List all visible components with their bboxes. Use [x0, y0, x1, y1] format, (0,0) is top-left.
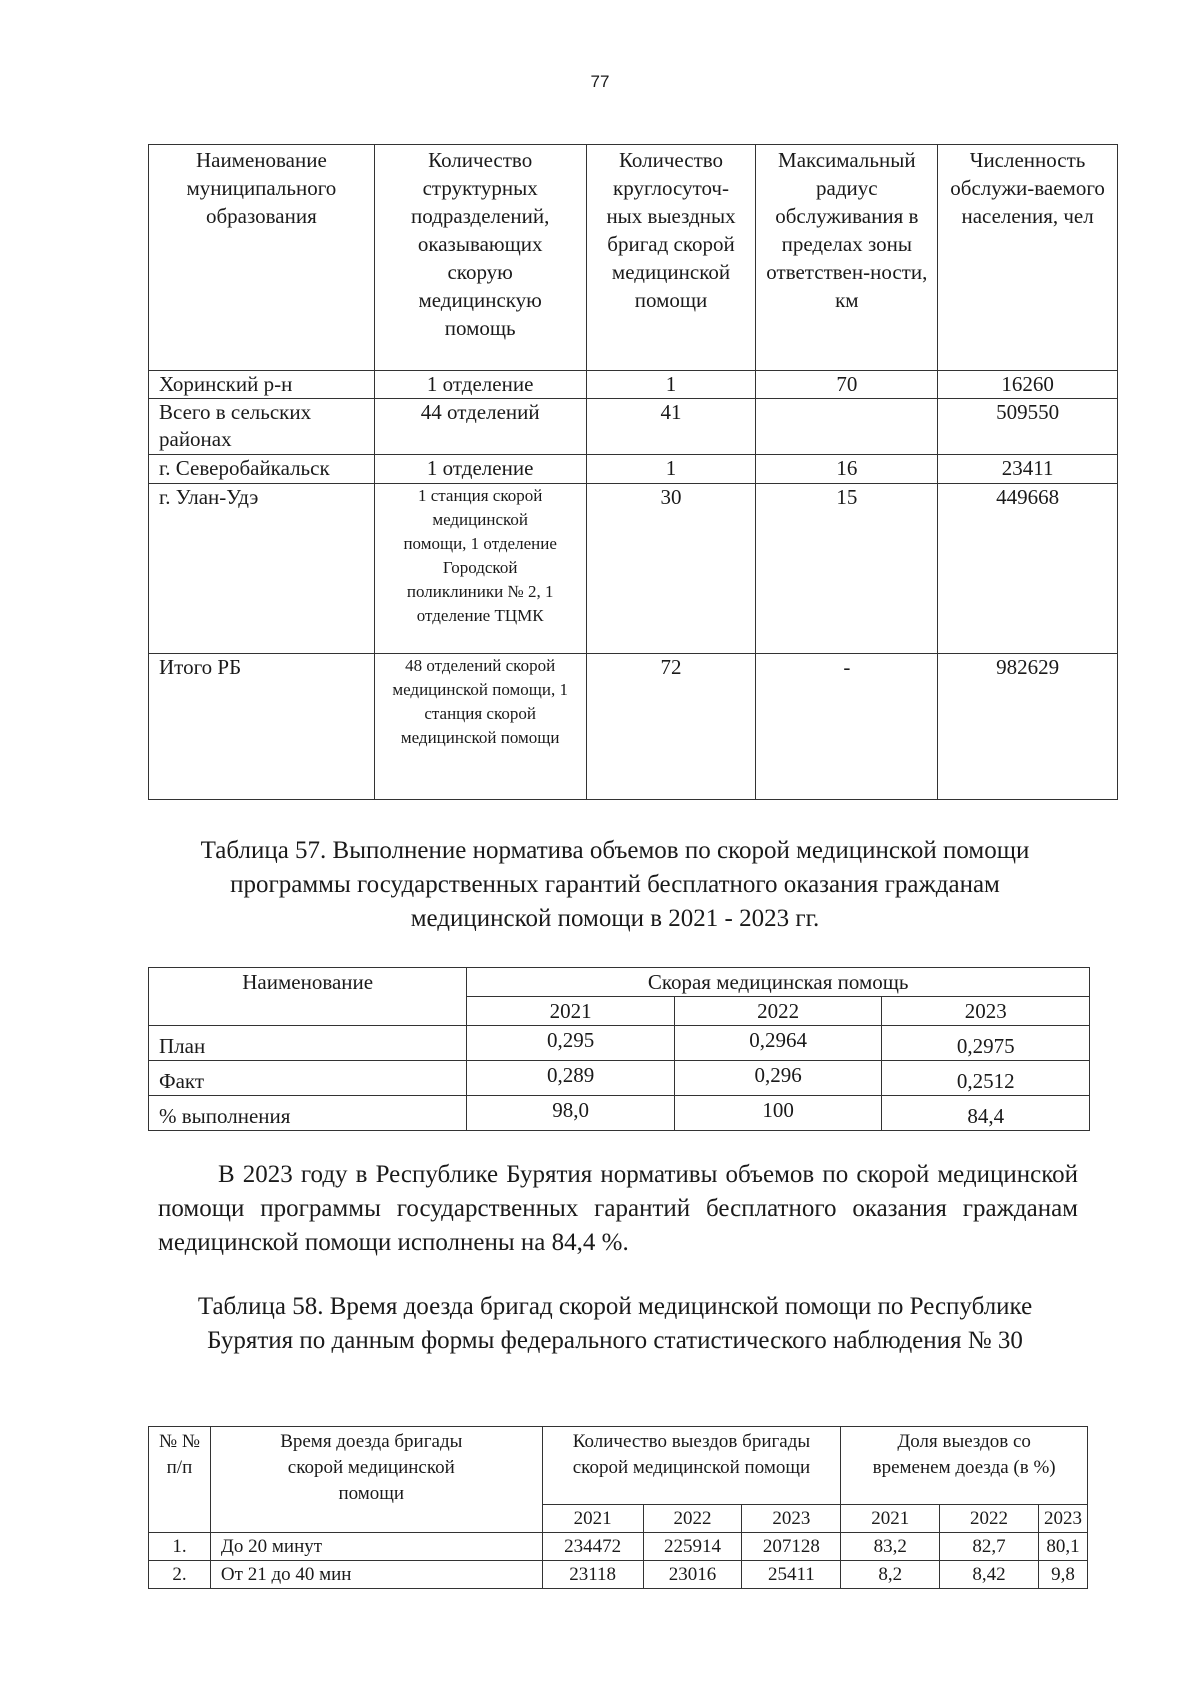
header-units: Количество структурных подразделений, оказывающих скорую медицинскую помощь: [374, 145, 586, 371]
cell-units: 1 отделение: [374, 455, 586, 484]
header-year: 2023: [742, 1505, 841, 1533]
header-brigades: Количество круглосуточ-ных выездных бригад скорой медицинской помощи: [586, 145, 756, 371]
header-year: 2022: [674, 997, 882, 1026]
table-row: [149, 1026, 1090, 1061]
cell-name: Итого РБ: [149, 654, 375, 800]
cell-brigades: 72: [586, 654, 756, 800]
cell-value: 100: [674, 1096, 882, 1131]
header-population: Численность обслужи-ваемого населения, чел: [938, 145, 1118, 371]
cell-value: 0,2512: [882, 1061, 1090, 1096]
cell-time: До 20 минут: [210, 1533, 542, 1561]
arrival-time-table: [148, 1426, 1088, 1589]
cell-count: 234472: [542, 1533, 643, 1561]
cell-name: г. Улан-Удэ: [149, 484, 375, 654]
ambulance-norm-table: [148, 967, 1090, 1131]
header-name: Наименование: [149, 968, 467, 1026]
cell-name: Всего в сельских районах: [149, 399, 375, 455]
cell-radius: 70: [756, 371, 938, 399]
row-label: План: [149, 1026, 467, 1061]
table-row: [149, 371, 1118, 399]
cell-share: 8,42: [940, 1561, 1039, 1589]
cell-value: 0,295: [467, 1026, 675, 1061]
cell-share: 9,8: [1038, 1561, 1087, 1589]
cell-population: 982629: [938, 654, 1118, 800]
cell-number: 2.: [149, 1561, 211, 1589]
cell-units: 1 отделение: [374, 371, 586, 399]
table-row: [149, 399, 1118, 455]
cell-value: 0,289: [467, 1061, 675, 1096]
cell-value: 98,0: [467, 1096, 675, 1131]
cell-value: 0,2964: [674, 1026, 882, 1061]
cell-count: 23118: [542, 1561, 643, 1589]
header-year: 2021: [841, 1505, 940, 1533]
body-paragraph: В 2023 году в Республике Бурятия нормативы объемов по скорой медицинской помощи программы государственных гарантий бесплатного оказания гражданам медицинской помощи исполнены на 84,4 %.: [158, 1161, 1078, 1256]
cell-share: 83,2: [841, 1533, 940, 1561]
table-header-row: [149, 145, 1118, 371]
cell-population: 23411: [938, 455, 1118, 484]
header-number: № № п/п: [149, 1427, 211, 1533]
header-radius: Максимальный радиус обслуживания в пределах зоны ответствен-ности, км: [756, 145, 938, 371]
table-58-caption: Таблица 58. Время доезда бригад скорой медицинской помощи по Республике Бурятия по данным формы федерального статистического наблюдения № 30: [197, 1293, 1033, 1354]
row-label: % выполнения: [149, 1096, 467, 1131]
cell-count: 207128: [742, 1533, 841, 1561]
cell-name: Хоринский р-н: [149, 371, 375, 399]
cell-brigades: 41: [586, 399, 756, 455]
cell-units: 48 отделений скорой медицинской помощи, 1 станция скорой медицинской помощи: [374, 654, 586, 800]
table-row: [149, 1096, 1090, 1131]
header-time: Время доезда бригады скорой медицинской помощи: [210, 1427, 542, 1533]
cell-value: 0,296: [674, 1061, 882, 1096]
cell-radius: 16: [756, 455, 938, 484]
cell-number: 1.: [149, 1533, 211, 1561]
cell-brigades: 1: [586, 455, 756, 484]
cell-count: 23016: [643, 1561, 742, 1589]
cell-population: 16260: [938, 371, 1118, 399]
header-year: 2023: [882, 997, 1090, 1026]
table-row: [149, 1533, 1088, 1561]
table-row: [149, 455, 1118, 484]
cell-count: 25411: [742, 1561, 841, 1589]
header-count: Количество выездов бригады скорой медицинской помощи: [542, 1427, 841, 1505]
cell-count: 225914: [643, 1533, 742, 1561]
cell-time: От 21 до 40 мин: [210, 1561, 542, 1589]
table-header-row: [149, 1427, 1088, 1505]
cell-name: г. Северобайкальск: [149, 455, 375, 484]
cell-radius: [756, 399, 938, 455]
cell-share: 82,7: [940, 1533, 1039, 1561]
cell-radius: 15: [756, 484, 938, 654]
row-label: Факт: [149, 1061, 467, 1096]
cell-value: 0,2975: [882, 1026, 1090, 1061]
page-number: 77: [590, 72, 610, 91]
table-row: [149, 654, 1118, 800]
header-municipality: Наименование муниципального образования: [149, 145, 375, 371]
ambulance-units-table: [148, 144, 1118, 800]
table-header-row: [149, 968, 1090, 997]
cell-radius: -: [756, 654, 938, 800]
cell-population: 509550: [938, 399, 1118, 455]
table-row: [149, 484, 1118, 654]
header-year: 2021: [542, 1505, 643, 1533]
cell-brigades: 30: [586, 484, 756, 654]
header-year: 2022: [643, 1505, 742, 1533]
header-year: 2022: [940, 1505, 1039, 1533]
header-year: 2021: [467, 997, 675, 1026]
table-57-caption: Таблица 57. Выполнение норматива объемов по скорой медицинской помощи программы государственных гарантий бесплатного оказания гражданам медицинской помощи в 2021 - 2023 гг.: [200, 837, 1030, 932]
cell-share: 80,1: [1038, 1533, 1087, 1561]
cell-share: 8,2: [841, 1561, 940, 1589]
cell-population: 449668: [938, 484, 1118, 654]
cell-units: 44 отделений: [374, 399, 586, 455]
cell-units: 1 станция скорой медицинской помощи, 1 отделение Городской поликлиники № 2, 1 отделение ТЦМК: [374, 484, 586, 654]
cell-value: 84,4: [882, 1096, 1090, 1131]
header-year: 2023: [1038, 1505, 1087, 1533]
header-share: Доля выездов со временем доезда (в %): [841, 1427, 1088, 1505]
cell-brigades: 1: [586, 371, 756, 399]
header-group: Скорая медицинская помощь: [467, 968, 1090, 997]
table-row: [149, 1061, 1090, 1096]
table-row: [149, 1561, 1088, 1589]
